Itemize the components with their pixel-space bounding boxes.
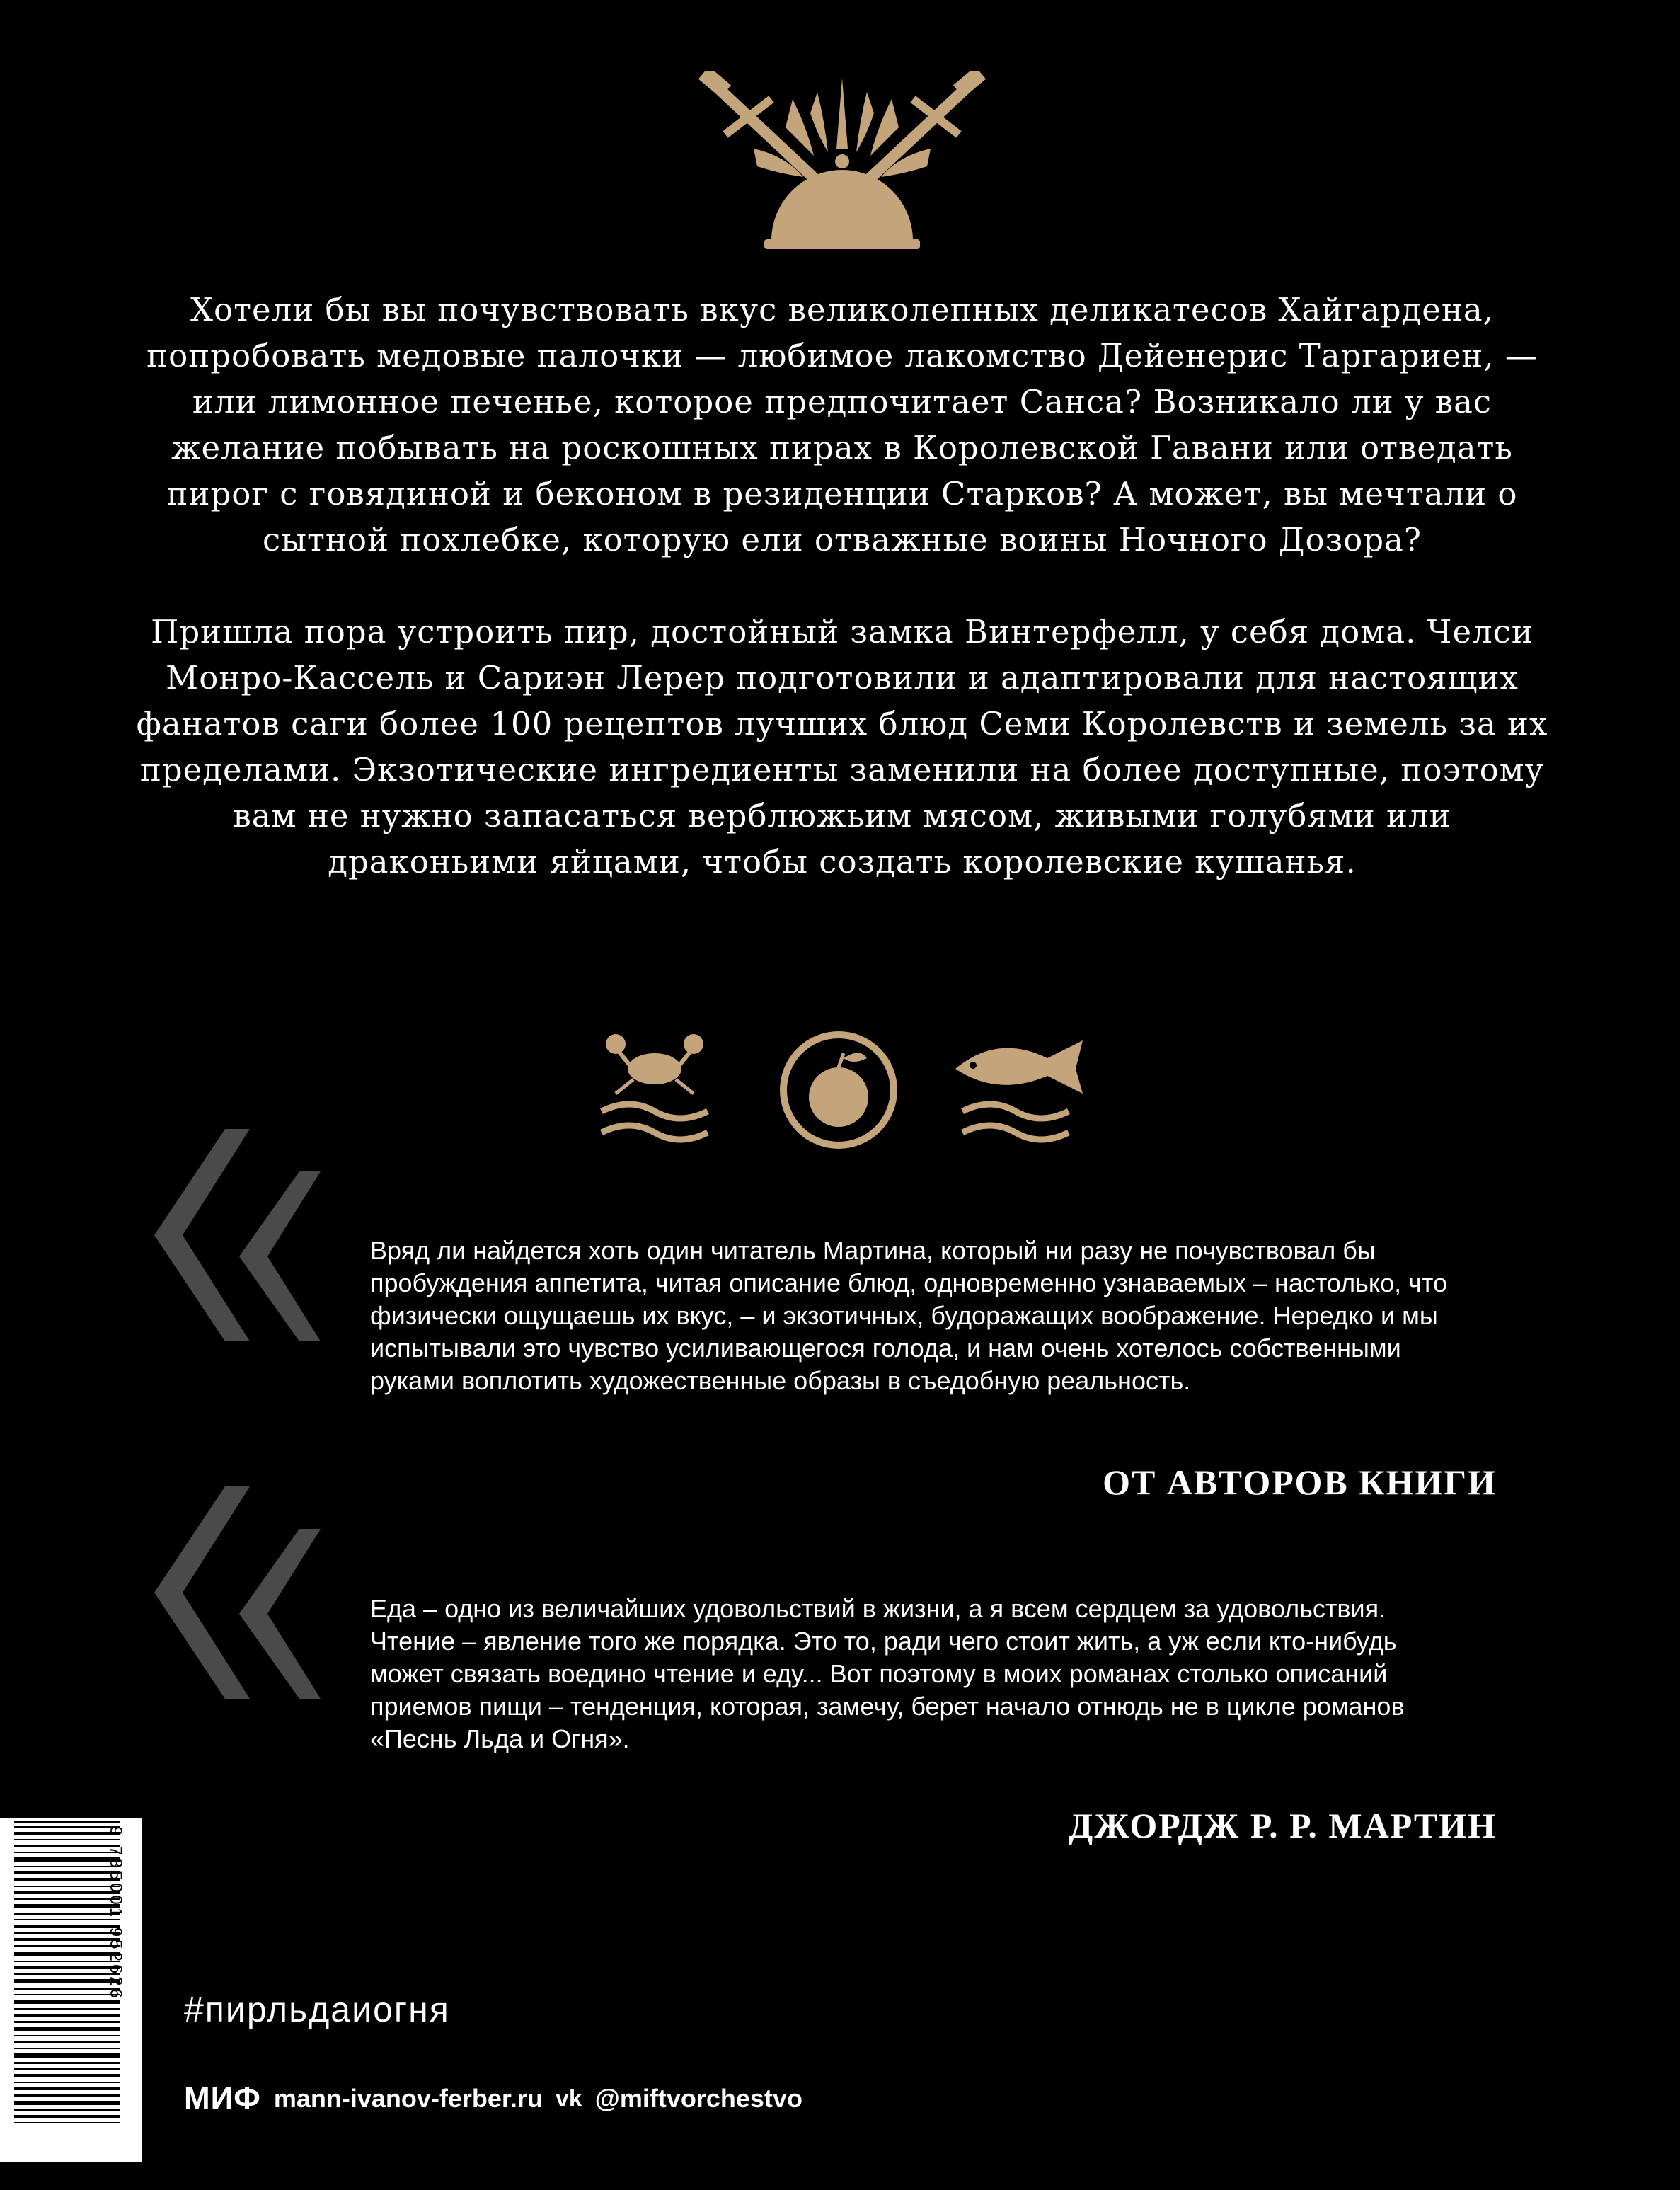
quote-mark-icon	[154, 1486, 324, 1699]
vk-icon: vk	[555, 2085, 582, 2112]
social-handle[interactable]: @miftvorchestvo	[594, 2084, 802, 2113]
intro-text	[134, 287, 1550, 931]
quote-1-attribution: ОТ АВТОРОВ КНИГИ	[1103, 1462, 1497, 1502]
quote-2-text: Еда – одно из величайших удовольствий в жизни, а я всем сердцем за удовольствия. Чтение – явление того же порядка. Это то, ради чего стоит жить, а уж если кто-нибудь может связать воедино чтение и еду... Вот поэтому в моих романах столько описаний приемов пищи – тенденция, которая, замечу, берет начало отнюдь не в цикле романов «Песнь Льда и Огня».	[370, 1594, 1405, 1753]
barcode-digits: 9 785001 952626	[106, 1826, 125, 2001]
hashtag: #пирльдаиогня	[184, 1990, 450, 2029]
publisher-footer	[184, 2077, 802, 2120]
apple-circle-icon	[783, 1035, 894, 1145]
sun-swords-cloche-icon	[686, 71, 998, 255]
quote-mark-icon	[154, 1129, 324, 1341]
crab-waves-icon	[602, 1034, 708, 1140]
intro-paragraph-1: Хотели бы вы почувствовать вкус великолепных деликатесов Хайгардена, попробовать медовые палочки — любимое лакомство Дейенерис Таргариен, — или лимонное печенье, которое предпочитает Санса? Возникало ли у вас желание побывать на роскошных пирах в Королевской Гавани или отведать пирог с говядиной и беконом в резиденции Старков? А может, вы мечтали о сытной похлебке, которую ели отважные воины Ночного Дозора?	[146, 291, 1538, 558]
quote-2-attribution: ДЖОРДЖ Р. Р. МАРТИН	[1068, 1806, 1497, 1845]
publisher-website[interactable]: mann-ivanov-ferber.ru	[273, 2084, 543, 2113]
fish-waves-icon	[955, 1040, 1083, 1140]
intro-paragraph-2: Пришла пора устроить пир, достойный замка Винтерфелл, у себя дома. Челси Монро-Кассель и Сариэн Лерер подготовили и адаптировали для настоящих фанатов саги более 100 рецептов лучших блюд Семи Королевств и земель за их пределами. Экзотические ингредиенты заменили на более доступные, поэтому вам не нужно запасаться верблюжьим мясом, живыми голубями или драконьими яйцами, чтобы создать королевские кушанья.	[136, 613, 1548, 881]
decorative-icons-row	[594, 1026, 1090, 1154]
publisher-logo: МИФ	[184, 2081, 261, 2116]
quote-1-text: Вряд ли найдется хоть один читатель Мартина, который ни разу не почувствовал бы пробуждения аппетита, читая описание блюд, одновременно узнаваемых – настолько, что физически ощущаешь их вкус, – и экзотичных, будоражащих воображение. Нередко и мы испытывали это чувство усиливающегося голода, и нам очень хотелось собственными руками воплотить художественные образы в съедобную реальность.	[370, 1236, 1447, 1395]
